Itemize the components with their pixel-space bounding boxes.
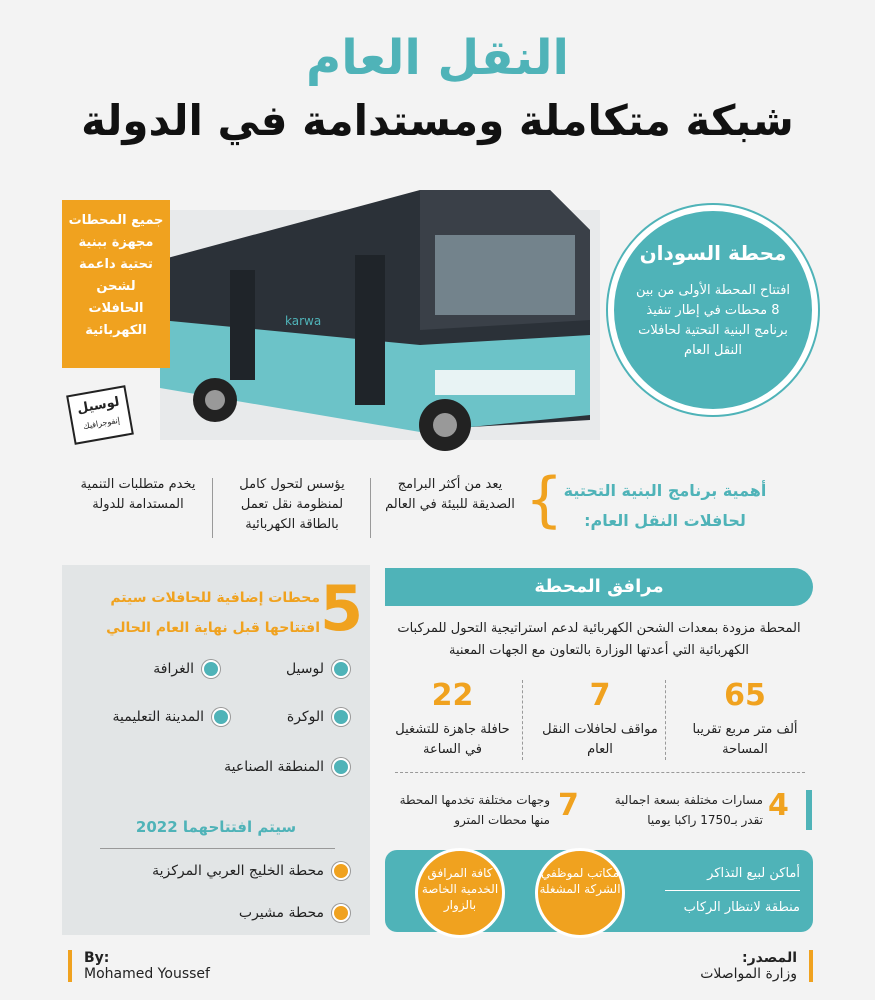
location-label: المنطقة الصناعية [224,759,324,775]
title-line2: شبكة متكاملة ومستدامة في الدولة [81,96,794,145]
location-label: محطة الخليج العربي المركزية [152,863,324,879]
title-line1: النقل العام [306,30,569,86]
stat-text: مواقف لحافلات النقل العام [542,722,658,757]
facility-circle: كافة المرافق الخدمية الخاصة بالزوار [415,848,505,938]
sudan-station-circle [608,205,818,415]
location-item [230,660,350,678]
facility-item: أماكن لبيع التذاكر [707,866,800,881]
location-item [80,708,230,726]
stamp-name: لوسيل [75,394,121,417]
sudan-text: افتتاح المحطة الأولى من بين 8 محطات في إطار تنفيذ برنامج البنية التحتية لحافلات النقل العام [635,283,791,358]
sudan-heading: محطة السودان [639,241,787,265]
bus-image [120,170,640,470]
location-item [80,660,220,678]
location-item [200,758,350,776]
accent-bar [806,790,812,830]
circle-dot-icon [332,708,350,726]
small-stat-text: وجهات مختلفة تخدمها المحطة منها محطات المترو [399,793,550,827]
small-stat-number: 7 [558,788,579,823]
by-label: By: [84,950,110,966]
location-item [230,708,350,726]
stat-number: 7 [589,678,611,713]
stat-number: 65 [724,678,766,713]
location-label: الوكرة [286,709,324,725]
small-stat-text: مسارات مختلفة بسعة اجمالية تقدر بـ1750 راكبا يوميا [614,793,763,827]
importance-item: يؤسس لتحول كامل لمنظومة نقل تعمل بالطاقة الكهربائية [239,477,345,532]
divider [665,890,800,891]
circle-dot-icon [212,708,230,726]
footer-source [700,950,813,982]
facilities-desc: المحطة مزودة بمعدات الشحن الكهربائية لدعم استراتيجية التحول للمركبات الكهربائية التي أعدتها الوزارة بالتعاون مع الجهات المعنية [397,621,801,658]
circle-dot-icon [332,862,350,880]
source-label: المصدر: [742,950,797,966]
facilities-title: مرافق المحطة [385,568,813,606]
stat-text: حافلة جاهزة للتشغيل في الساعة [395,722,510,757]
lusail-stamp [66,385,134,445]
facility-item: منطقة لانتظار الركاب [683,900,800,915]
circle-dot-icon [202,660,220,678]
circle-dot-icon [332,660,350,678]
location-item [100,862,350,880]
circle-dot-icon [332,758,350,776]
location-label: الغرافة [153,661,194,677]
divider [522,680,523,760]
stat-number: 22 [431,678,474,713]
importance-title: أهمية برنامج البنية التحتية لحافلات النقل العام: [563,481,767,530]
additional-text: محطات إضافية للحافلات سيتم افتتاحها قبل نهاية العام الحالي [106,590,320,636]
importance-item: يعد من أكثر البرامج الصديقة للبيئة في العالم [385,477,515,512]
facility-circle: مكاتب لموظفي الشركة المشغلة [535,848,625,938]
source-name: وزارة المواصلات [700,966,797,982]
footer-author [68,950,210,982]
divider [395,772,805,773]
stamp-sub: إنفوجرافيك [82,415,121,432]
author-name: Mohamed Youssef [84,966,210,982]
location-label: المدينة التعليمية [112,709,204,725]
divider [212,478,213,538]
circle-dot-icon [332,904,350,922]
stat-text: ألف متر مربع تقريبا المساحة [692,722,798,757]
location-label: لوسيل [285,661,324,677]
importance-item: يخدم متطلبات التنمية المستدامة للدولة [80,477,196,512]
orange-note: جميع المحطات مجهزة ببنية تحتية داعمة لشحن الحافلات الكهربائية [62,200,170,368]
location-label: محطة مشيرب [238,905,324,921]
divider [100,848,335,849]
year-2022-title: سيتم افتتاحهما 2022 [135,818,297,836]
location-item [200,904,350,922]
divider [665,680,666,760]
divider [370,478,371,538]
bus-brand: karwa [285,314,322,328]
additional-number: 5 [320,572,364,645]
small-stat-number: 4 [768,788,789,823]
brace-icon: { [525,465,564,535]
